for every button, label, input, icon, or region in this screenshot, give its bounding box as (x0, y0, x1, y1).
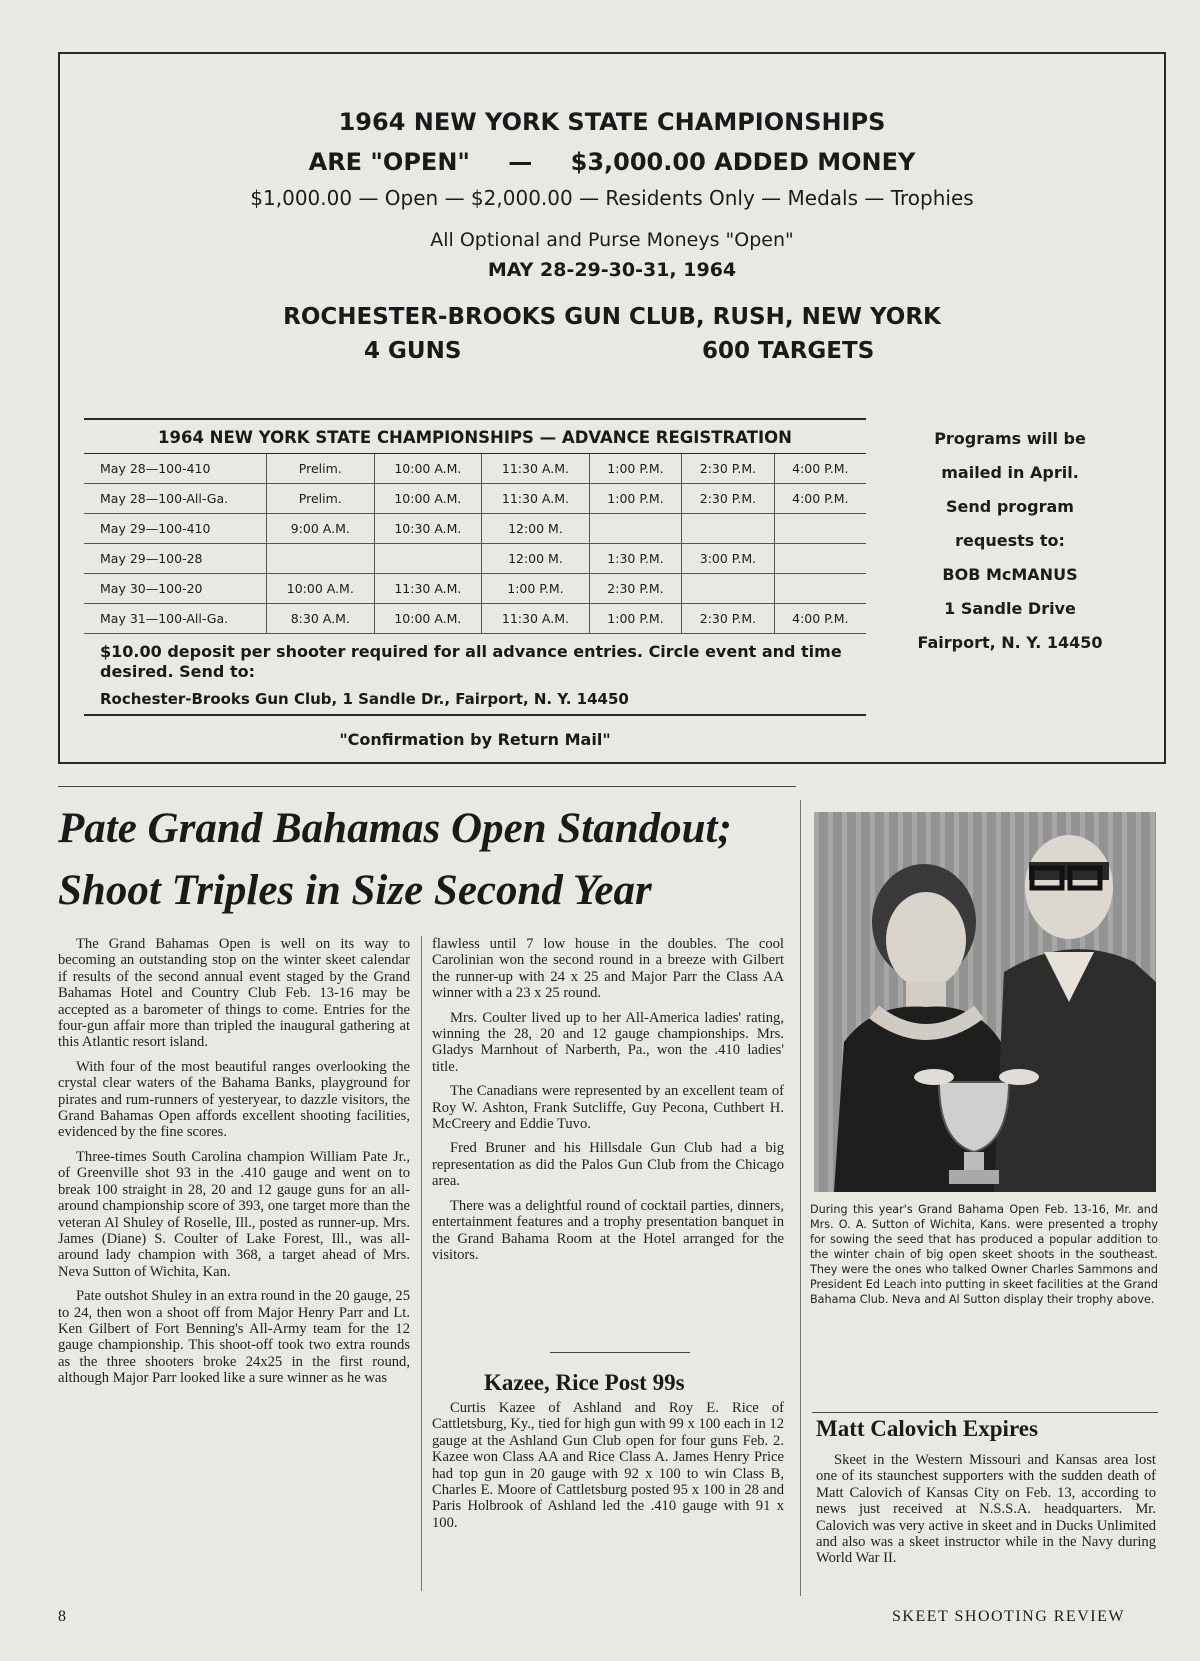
programs-line: mailed in April. (941, 463, 1079, 482)
time-cell: 1:00 P.M. (589, 454, 681, 484)
event-cell: May 28—100-410 (84, 454, 267, 484)
ad-open-label: ARE "OPEN" (308, 148, 470, 176)
registration-deposit: $10.00 deposit per shooter required for all advance entries. Circle event and time desired. Send to: (100, 642, 842, 681)
registration-table (84, 454, 866, 634)
time-cell (774, 514, 866, 544)
paragraph: There was a delightful round of cocktail parties, dinners, entertainment features and a trophy presentation banquet in the Grand Bahama Room at the Hotel arranged for the visitors. (432, 1197, 784, 1263)
event-cell: May 29—100-410 (84, 514, 267, 544)
article-headline (58, 798, 798, 922)
ad-dates: MAY 28-29-30-31, 1964 (487, 259, 737, 281)
time-cell: 3:00 P.M. (682, 544, 774, 574)
time-cell: 12:00 M. (482, 514, 590, 544)
registration-row (84, 454, 866, 484)
event-cell: May 30—100-20 (84, 574, 267, 604)
ad-added-money: $3,000.00 ADDED MONEY (570, 148, 916, 176)
time-cell: 4:00 P.M. (774, 484, 866, 514)
time-cell: 1:00 P.M. (589, 604, 681, 634)
time-cell (374, 544, 482, 574)
kazee-title: Kazee, Rice Post 99s (484, 1370, 685, 1395)
kazee-rule (550, 1352, 690, 1353)
trophy-photo-image (814, 812, 1156, 1192)
registration-title: 1964 NEW YORK STATE CHAMPIONSHIPS — ADVANCE REGISTRATION (84, 418, 866, 454)
time-cell: 10:00 A.M. (374, 454, 482, 484)
calovich-body (816, 1452, 1156, 1575)
time-cell (774, 544, 866, 574)
registration-row (84, 484, 866, 514)
paragraph: Skeet in the Western Missouri and Kansas area lost one of its staunchest supporters with the sudden death of Matt Calovich of Kansas City on Feb. 13, according to news just received at N.S.S.A. headquarters. Mr. Calovich was very active in skeet and in Ducks Unlimited and also was a skeet instructor while in the Navy during World War II. (816, 1452, 1156, 1567)
ad-title: 1964 NEW YORK STATE CHAMPIONSHIPS (338, 108, 886, 136)
paragraph: Three-times South Carolina champion William Pate Jr., of Greenville shot 93 in the .410 gauge and went on to break 100 straight in 28, 20 and 12 gauge guns for an all-around championship score of 393, one target more than the veteran Al Shuley of Roselle, Ill., posted as runner-up. Mrs. James (Diane) S. Coulter of Lake Forest, Ill., was all-around lady champion with 368, a target ahead of Mrs. Neva Sutton of Wichita, Kan. (58, 1148, 410, 1280)
programs-line: Send program (946, 497, 1074, 516)
event-cell: May 28—100-All-Ga. (84, 484, 267, 514)
registration-row (84, 514, 866, 544)
programs-name: BOB McMANUS (942, 565, 1078, 584)
time-cell: 11:30 A.M. (482, 604, 590, 634)
time-cell: 2:30 P.M. (682, 454, 774, 484)
time-cell (682, 514, 774, 544)
ad-targets: 600 TARGETS (702, 338, 875, 364)
kazee-body (432, 1400, 784, 1539)
time-cell: Prelim. (267, 484, 375, 514)
time-cell: 10:00 A.M. (374, 484, 482, 514)
programs-note (860, 422, 1160, 660)
time-cell: 2:30 P.M. (589, 574, 681, 604)
championship-ad (58, 52, 1166, 764)
time-cell: 12:00 M. (482, 544, 590, 574)
time-cell: 2:30 P.M. (682, 604, 774, 634)
ad-club: ROCHESTER-BROOKS GUN CLUB, RUSH, NEW YORK (283, 304, 941, 330)
paragraph: Fred Bruner and his Hillsdale Gun Club had a big representation as did the Palos Gun Club from the Chicago area. (432, 1140, 784, 1190)
headline-line: Pate Grand Bahamas Open Standout; (58, 805, 732, 852)
headline-line: Shoot Triples in Size Second Year (58, 867, 652, 914)
time-cell: 2:30 P.M. (682, 484, 774, 514)
photo-caption: During this year's Grand Bahama Open Feb. 13-16, Mr. and Mrs. O. A. Sutton of Wichita, Kans. were presented a trophy for sowing the seed that has produced a popular addition to the winter chain of big open skeet shoots in the southeast. They were the ones who talked Owner Charles Sammons and President Ed Leach into putting in skeet facilities at the Grand Bahama Club. Neva and Al Sutton display their trophy above. (810, 1203, 1158, 1306)
time-cell: 10:30 A.M. (374, 514, 482, 544)
calovich-rule (812, 1412, 1158, 1413)
time-cell: 11:30 A.M. (482, 484, 590, 514)
ad-open-row (60, 148, 1164, 176)
article-column-1 (58, 936, 410, 1395)
ad-guns: 4 GUNS (364, 338, 462, 364)
time-cell (267, 544, 375, 574)
time-cell: 10:00 A.M. (374, 604, 482, 634)
time-cell: 4:00 P.M. (774, 604, 866, 634)
time-cell (682, 574, 774, 604)
event-cell: May 29—100-28 (84, 544, 267, 574)
time-cell: 1:00 P.M. (589, 484, 681, 514)
time-cell: 1:30 P.M. (589, 544, 681, 574)
trophy-photo (814, 812, 1156, 1192)
publication-name: SKEET SHOOTING REVIEW (892, 1608, 1125, 1625)
paragraph: Curtis Kazee of Ashland and Roy E. Rice of Cattletsburg, Ky., tied for high gun with 99 x 100 each in 12 gauge at the Ashland Gun Club open for four guns Feb. 2. Kazee won Class AA and Rice Class A. James Henry Price had top gun in 20 gauge with 92 x 100 to win Class B, Charles E. Moore of Cattletsburg posted 95 x 100 in 28 and Paris Holbrook of Ashland led the .410 gauge with 91 x 100. (432, 1400, 784, 1531)
paragraph: flawless until 7 low house in the doubles. The cool Carolinian won the second round in a breeze with Gilbert the runner-up with 24 x 25 and Major Parr the Class AA winner with a 23 x 25 round. (432, 936, 784, 1002)
article-column-2 (432, 936, 784, 1271)
programs-street: 1 Sandle Drive (944, 599, 1076, 618)
time-cell: Prelim. (267, 454, 375, 484)
column-divider (800, 800, 801, 1596)
page-number: 8 (58, 1608, 66, 1625)
time-cell: 10:00 A.M. (267, 574, 375, 604)
paragraph: With four of the most beautiful ranges overlooking the crystal clear waters of the Bahama Banks, playground for pirates and rum-runners of yesteryear, to dazzle visitors, the Grand Bahamas Open affords excellent shooting facilities, evidenced by the fine scores. (58, 1058, 410, 1141)
time-cell: 9:00 A.M. (267, 514, 375, 544)
calovich-title: Matt Calovich Expires (816, 1416, 1038, 1441)
ad-dash: — (508, 148, 533, 176)
registration-row (84, 544, 866, 574)
time-cell: 11:30 A.M. (482, 454, 590, 484)
registration-section (84, 418, 866, 749)
ad-money-line: $1,000.00 — Open — $2,000.00 — Residents Only — Medals — Trophies (250, 186, 974, 210)
ad-optional-line: All Optional and Purse Moneys "Open" (430, 229, 794, 251)
time-cell (774, 574, 866, 604)
time-cell: 8:30 A.M. (267, 604, 375, 634)
registration-row (84, 574, 866, 604)
programs-line: requests to: (955, 531, 1065, 550)
paragraph: Mrs. Coulter lived up to her All-America ladies' rating, winning the 28, 20 and 12 gauge championships. Mrs. Gladys Marnhout of Narberth, Pa., won the .410 ladies' title. (432, 1009, 784, 1075)
time-cell: 4:00 P.M. (774, 454, 866, 484)
paragraph: The Canadians were represented by an excellent team of Roy W. Ashton, Frank Sutcliffe, Guy Pecona, Cuthbert H. McCreery and Eddie Tuvo. (432, 1083, 784, 1133)
time-cell: 11:30 A.M. (374, 574, 482, 604)
time-cell (589, 514, 681, 544)
paragraph: Pate outshot Shuley in an extra round in the 20 gauge, 25 to 24, then won a shoot off from Major Henry Parr and Lt. Ken Gilbert of Fort Benning's All-Army team for the 12 gauge championship. This shoot-off took two extra rounds as the three shooters broke 24x25 in the first round, although Major Parr looked like a sure winner as he was (58, 1288, 410, 1387)
registration-confirm: "Confirmation by Return Mail" (339, 730, 611, 749)
event-cell: May 31—100-All-Ga. (84, 604, 267, 634)
article-top-rule (58, 786, 796, 787)
paragraph: The Grand Bahamas Open is well on its way to becoming an outstanding stop on the winter skeet calendar if results of the second annual event staged by the Grand Bahamas Hotel and Country Club Feb. 13-16 may be accepted as a barometer of things to come. Entries for the four-gun affair more than tripled the inaugural gathering at this Atlantic resort island. (58, 936, 410, 1051)
time-cell: 1:00 P.M. (482, 574, 590, 604)
registration-row (84, 604, 866, 634)
registration-address: Rochester-Brooks Gun Club, 1 Sandle Dr., Fairport, N. Y. 14450 (84, 690, 866, 716)
programs-city: Fairport, N. Y. 14450 (917, 633, 1103, 652)
column-divider (421, 936, 422, 1591)
programs-line: Programs will be (934, 429, 1086, 448)
